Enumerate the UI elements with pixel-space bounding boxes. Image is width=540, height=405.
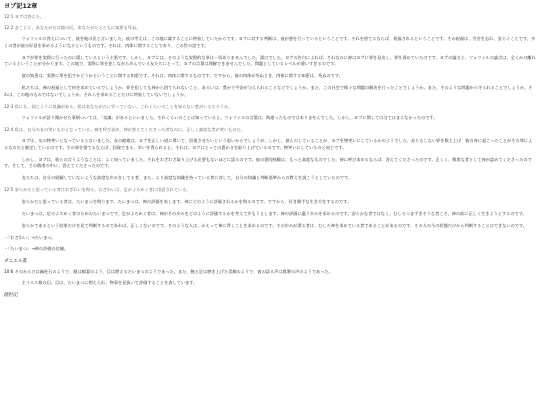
commentary-paragraph: 安らかであるという結果だけを見て判断するのであれば、正しくないのです。そのような人は、かえって神に背くことを求めるのです。その歩みが滑る者は、むしろ神を求めている者であることがあるのです。その人の今の状態だけから判断することはできないのです。	[21, 223, 527, 229]
commentary-paragraph: 彼の知恵は、実際に罪を犯すかどうかということに関する知恵です。それは、肉体に関するものです。ですから、彼の肉体が死ぬとき、肉体に関する知恵は、死ぬのです。	[21, 73, 343, 79]
note-line: 10:6 そのからだは緑柱石のようで、顔は稲妻のよう、目は燃えるたいまつのようであった。また、腕と足は磨き上げた青銅のようで、彼の語る声は群衆の声のようであった。	[4, 268, 333, 274]
scripture-verse: 12:3 私にも、同じように良識がある。私はあなたがたに劣っていない。これくらいのことを知らない者がいるだろうか。	[4, 103, 233, 109]
note-line: ・「わざわい」→たいまつ。	[4, 235, 56, 241]
scripture-verse: 12:1 ヨブは答えた。	[4, 14, 45, 19]
commentary-paragraph: ヨブは、友の物笑いとなっていると言いました。友の勧癒は、ヨブを正しい道に導いて、回復させたいという思いからでしょうが、しかし、彼らのしていることが、ヨブを物笑いにしているかのようでした。ありもしない罪を数え上げ、彼の身に起こったことがその罪によるものだと断定しているのです。その罪を捨てるならば、回復できる、幸いを得られると。それは、ヨブにとっての愚かさを取り上げているのです。物笑いにしているのと同じです。	[4, 138, 533, 150]
commentary-paragraph: ツォファルが語り聞かせた事柄ついては、「良識」があるといいました。それくらいのことは知っていると。ツォファルの言葉は、間違ったものではありませんでした。しかし、ヨブに関しては当てはまらなかったのです。	[21, 115, 438, 121]
commentary-paragraph: ツォファルの答えについて、彼を地の民と言いました。彼の考えは、この地に属することに終始していたからです。ヨブに対する判断は、彼が悪を行っているということです。それを捨てるならば、祝福されるということです。その祝福は、労苦を忘れ、安らぐことです。多くの者が彼の好意を求めるようになるというものです。それは、肉体に関することであり、この世の話です。	[4, 36, 536, 48]
scripture-verse: 12:4 私は、自分の友の笑いものとなっている。神を呼び求め、神が答えてくださった者なのに。正しく誠実な者が笑いものだ。	[4, 127, 245, 133]
commentary-paragraph: たいまつは、足のよろめく者のためのたいまつです。足がよろめく者は、神がその歩みをどのように評価するかを考えて歩もうとします。神の評価に適う歩みを求めるのです。安らかな者ではなく、むしろつまずきそうな者こそ、神の前に正しく生きようとするのです。	[21, 210, 527, 216]
commentary-paragraph: しかし、ヨブは、彼らの言うようなことは、よく知っていました。それをわざわざ取り上げる必要もないほどに語るのです。彼の霊的経験は、もっと高度なものでした。神に呼び求めるならば、答えてくださったのです。正しく、敬虔な者として神が認めてくださったのです。そして、その敬虔の中に、答えてくださったのです。	[4, 156, 532, 169]
commentary-paragraph: 私たちは、神の祝福として何を求めているでしょうか。罪を犯しても神から捨てられないこと、あるいは、豊かで平安が与えられることなどでしょうか。また、この社会で様々な問題の解決を行ったことでしょうか。また、そのような問題から守られることでしょうか。それは、この地のものではないでしょうか。それらを求めることだけに終始していないでしょうか。	[4, 85, 533, 97]
commentary-paragraph: 安らかだと思っている者は、たいまつを侮ります。たいまつは、神の評価を表します。神にどのように評価されるかを侮るのです。ですから、好き勝手な生き方をするのです。	[21, 198, 352, 204]
scripture-verse: 12:2 まことに、あなたがたは地の民。あなたがたとともに知恵も死ぬ。	[4, 25, 141, 31]
section-title: ダニエル書	[4, 258, 27, 264]
note-line: ・「たいまつ」→神の評価の比喩。	[4, 246, 69, 252]
scripture-verse: 12:5 安らかだと思っている者はわざわいを侮る。わざわいは、足がよろめく者に用意されている。	[4, 187, 191, 193]
commentary-paragraph: 友たちは、自分の経験していないような高度な歩みをしてる者、また、より高度な知識を持っている者に対して、自分の知識と判断基準からの教えを説こうとしていたのです。	[21, 175, 353, 181]
chapter-heading: ヨブ記12章	[4, 3, 38, 10]
document-body	[4, 14, 536, 299]
commentary-paragraph: 主イエス様の幻。目は、たいまつに例えられ、物事を見抜いて評価することを表しています。	[21, 279, 198, 285]
commentary-paragraph: ヨブが罪を実際に行ったのに隠しているという主張です。しかし、ヨブには、そのような実際的な罪は一切ありませんでした。潔白でした。ヨブの告白によれば、それなのに神はヨブに罪を見出し、罪を責めていたのです。ヨブの論点と、ツォファルの論点は、全くかけ離れているということが分かります。この地で、実際に罪を犯しながら歩んでいる友たちにとって、ヨブの言葉は理解できませんでした。問題としているレベルが違いすぎるのです。	[4, 54, 536, 67]
section-title: 創世記	[4, 293, 18, 299]
